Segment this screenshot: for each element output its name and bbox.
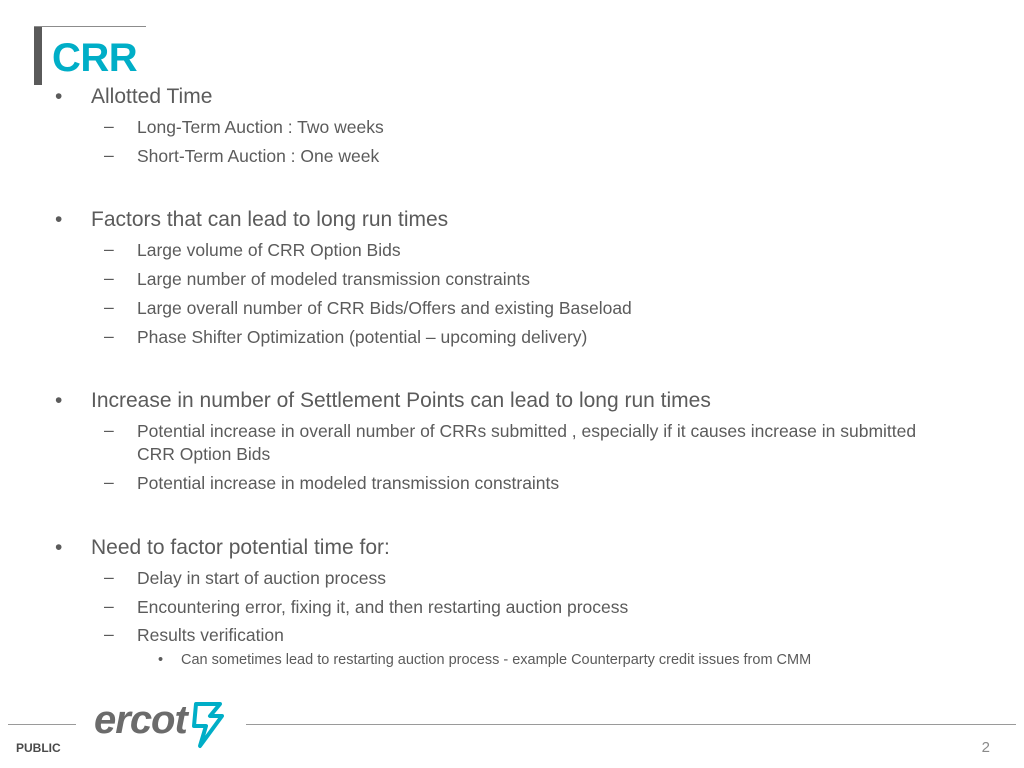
bullet-mark: • <box>55 389 63 412</box>
title-top-rule <box>34 26 146 27</box>
page-number: 2 <box>981 739 990 756</box>
footer-rule-left <box>8 724 76 725</box>
ercot-lightning-icon <box>190 700 226 750</box>
logo-wordmark: ercot <box>94 698 187 742</box>
bullet-mark: • <box>55 208 63 231</box>
title-accent-bar <box>34 27 42 85</box>
footer-rule-right <box>246 724 1016 725</box>
slide-title: CRR <box>52 36 138 80</box>
bullet-mark: • <box>55 536 63 559</box>
bullet-mark: • <box>55 85 63 108</box>
classification-label: PUBLIC <box>16 741 61 755</box>
